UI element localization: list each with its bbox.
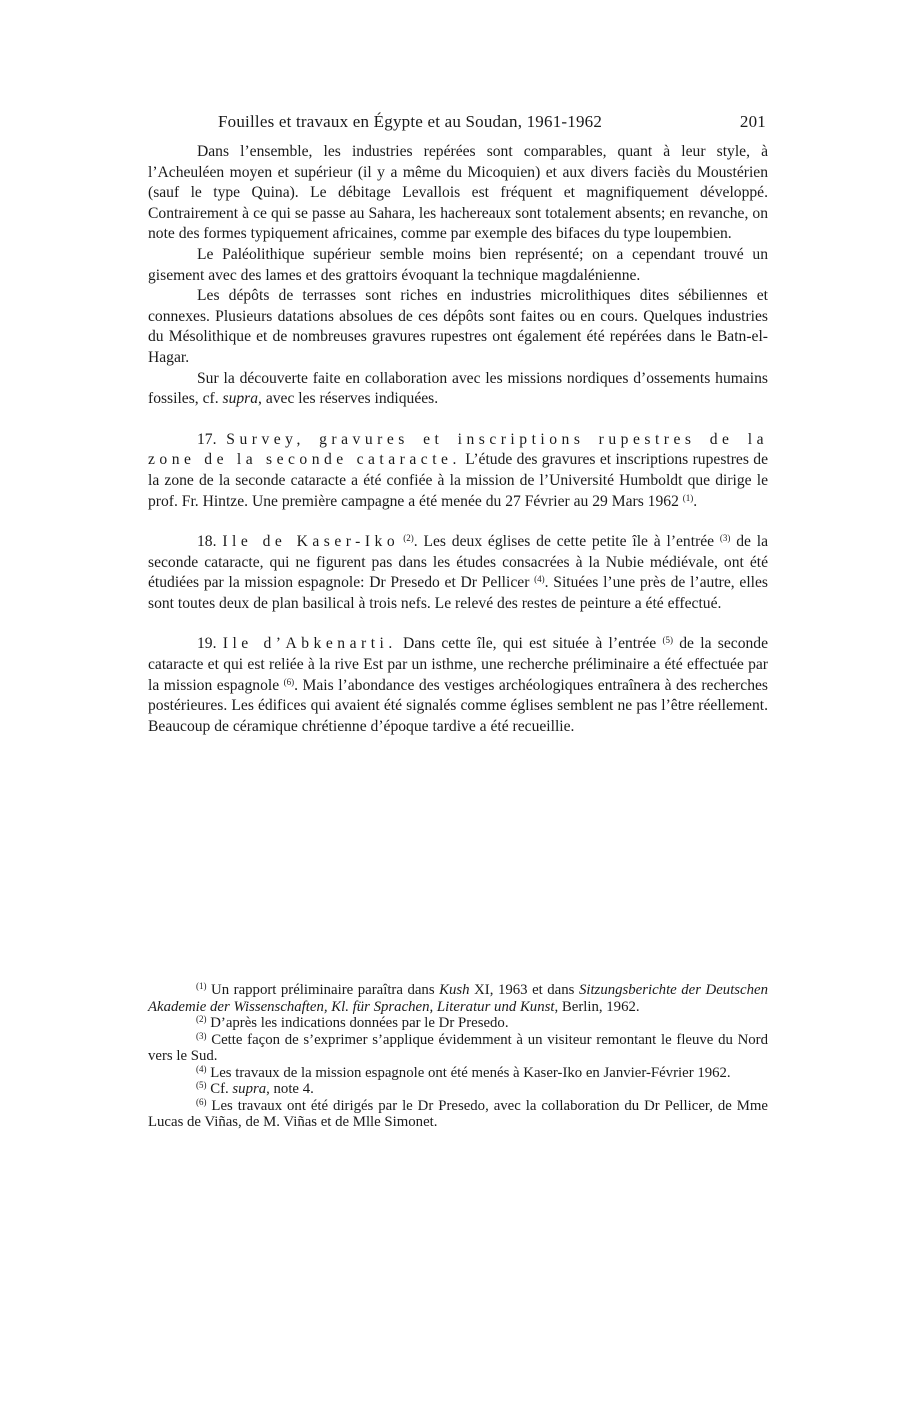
footnote-4: $^{(4)}$ Les travaux de la mission espagnole ont été menés à Kaser-Iko en Janvier-Février 1962.	[196, 1063, 731, 1081]
footnote-ref-6: (6)	[283, 676, 295, 687]
running-title: Fouilles et travaux en Égypte et au Soudan, 1961-1962	[218, 112, 603, 131]
section-17-title: Survey, gravures et inscriptions rupestres de la zone de la seconde cataracte.	[148, 430, 768, 469]
footnote-ref-1: (1)	[682, 492, 694, 503]
section-18-title: Ile de Kaser-Iko	[222, 533, 400, 551]
footnote-5: $^{(5)}$ Cf. supra, note 4.	[196, 1080, 314, 1097]
page-number: 201	[739, 112, 766, 131]
paragraph-depots: Les dépôts de terrasses sont riches en industries microlithiques dites sébiliennes et connexes. Plusieurs datations absolues de ces dépôts sont faites ou en cours. Quelques industries du Mésolithique et de nombreuses gravures rupestres ont également été repérées dans le Batn-el-Hagar.	[148, 287, 768, 366]
section-17: 17. Survey, gravures et inscriptions rupestres de la zone de la seconde cataracte. L’étude des gravures et inscriptions rupestres de la zone de la seconde cataracte a été confiée à la mission de l’Université Humboldt que dirige le prof. Fr. Hintze. Une première campagne a été menée du 27 Février au 29 Mars 1962 $^{(1)}$.	[148, 430, 768, 510]
section-18-number: 18.	[197, 533, 223, 551]
page-body	[148, 112, 768, 737]
footnote-ref-2: (2)	[399, 533, 414, 544]
section-19-number: 19.	[197, 635, 223, 653]
footnote-1: $^{(1)}$ Un rapport préliminaire paraîtra dans Kush XI, 1963 et dans Sitzungsberichte der Deutschen Akademie der Wissenschaften, Kl. für Sprachen, Literatur und Kunst, Berlin, 1962.	[148, 981, 768, 1015]
footnote-ref-3: (3)	[719, 533, 731, 544]
footnote-2: $^{(2)}$ D’après les indications données par le Dr Presedo.	[196, 1014, 509, 1031]
section-17-number: 17.	[197, 430, 227, 448]
paragraph-decouverte: Sur la découverte faite en collaboration avec les missions nordiques d’ossements humains fossiles, cf. supra, avec les réserves indiquées.	[148, 369, 768, 408]
footnote-ref-5: (5)	[662, 635, 673, 646]
running-header	[218, 112, 768, 132]
footnotes	[148, 982, 768, 1131]
paragraph-industries: Dans l’ensemble, les industries repérées sont comparables, quant à leur style, à l’Acheuléen moyen et supérieur (il y a même du Micoquien) et aux divers faciès du Moustérien (sauf le type Quina). Le débitage Levallois est fréquent et magnifiquement développé. Contrairement à ce qui se passe au Sahara, les hachereaux sont totalement absents; en revanche, on note des formes typiquement africaines, comme par exemple des bifaces du type loupembien.	[148, 143, 768, 243]
section-19: 19. Ile d’Abkenarti. Dans cette île, qui est située à l’entrée $^{(5)}$ de la seconde cataracte et qui est reliée à la rive Est par un isthme, une recherche préliminaire a été effectuée par la mission espagnole $^{(6)}$. Mais l’abondance des vestiges archéologiques entraînera à des recherches postérieures. Les édifices qui avaient été signalés comme églises semblent ne pas l’être réellement. Beaucoup de céramique chrétienne d’époque tardive a été recueillie.	[148, 635, 769, 735]
section-19-title: Ile d’Abkenarti.	[222, 635, 397, 653]
footnote-3: $^{(3)}$ Cette façon de s’exprimer s’applique évidemment à un visiteur remontant le fleuve du Nord vers le Sud.	[148, 1030, 768, 1064]
footnote-6: $^{(6)}$ Les travaux ont été dirigés par le Dr Presedo, avec la collaboration du Dr Pellicer, de Mme Lucas de Viñas, de M. Viñas et de Mlle Simonet.	[148, 1096, 768, 1130]
footnote-ref-4: (4)	[534, 574, 545, 585]
paragraph-paleolithique: Le Paléolithique supérieur semble moins bien représenté; on a cependant trouvé un gisement avec des lames et des grattoirs évoquant la technique magdalénienne.	[148, 245, 768, 284]
section-18: 18. Ile de Kaser-Iko $^{(2)}$. Les deux églises de cette petite île à l’entrée $^{(3)}$ de la seconde cataracte, qui ne figurent pas dans les études consacrées à la Nubie médiévale, ont été étudiées par la mission espagnole: Dr Presedo et Dr Pellicer $^{(4)}$. Situées l’une près de l’autre, elles sont toutes deux de plan basilical à trois nefs. Le relevé des restes de peinture a été effectué.	[148, 533, 769, 612]
